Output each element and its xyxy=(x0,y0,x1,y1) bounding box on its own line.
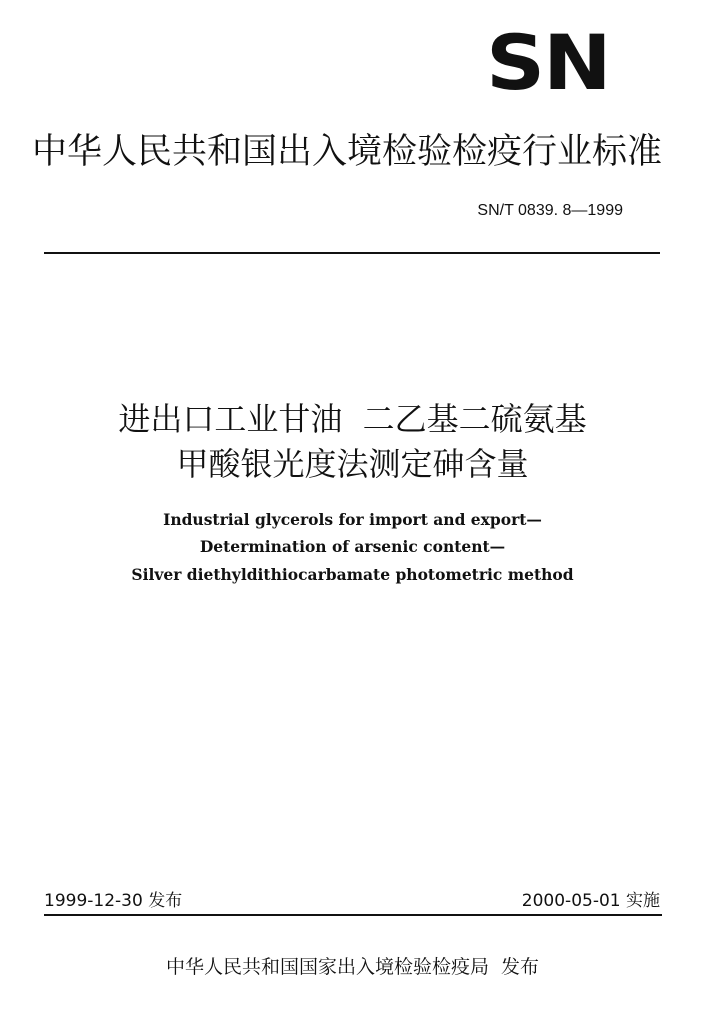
industry-standard-title: 中华人民共和国出入境检验检疫行业标准 xyxy=(32,132,663,172)
standard-number: SN/T 0839. 8—1999 xyxy=(477,202,623,219)
bottom-divider xyxy=(44,914,662,916)
top-divider xyxy=(44,252,660,254)
english-title-line-1: Industrial glycerols for import and export— xyxy=(163,510,542,529)
sn-logo: SN xyxy=(486,18,610,107)
english-title-line-3: Silver diethyldithiocarbamate photometric method xyxy=(131,565,574,584)
english-title-line-2: Determination of arsenic content— xyxy=(199,537,506,556)
issue-date: 1999-12-30 发布 xyxy=(44,891,183,911)
publisher: 中华人民共和国国家出入境检验检疫局 发布 xyxy=(165,956,540,978)
chinese-title-line-1: 进出口工业甘油 二乙基二硫氨基 xyxy=(118,400,587,438)
chinese-title-line-2: 甲酸银光度法测定砷含量 xyxy=(176,445,529,483)
implementation-date: 2000-05-01 实施 xyxy=(521,891,660,911)
